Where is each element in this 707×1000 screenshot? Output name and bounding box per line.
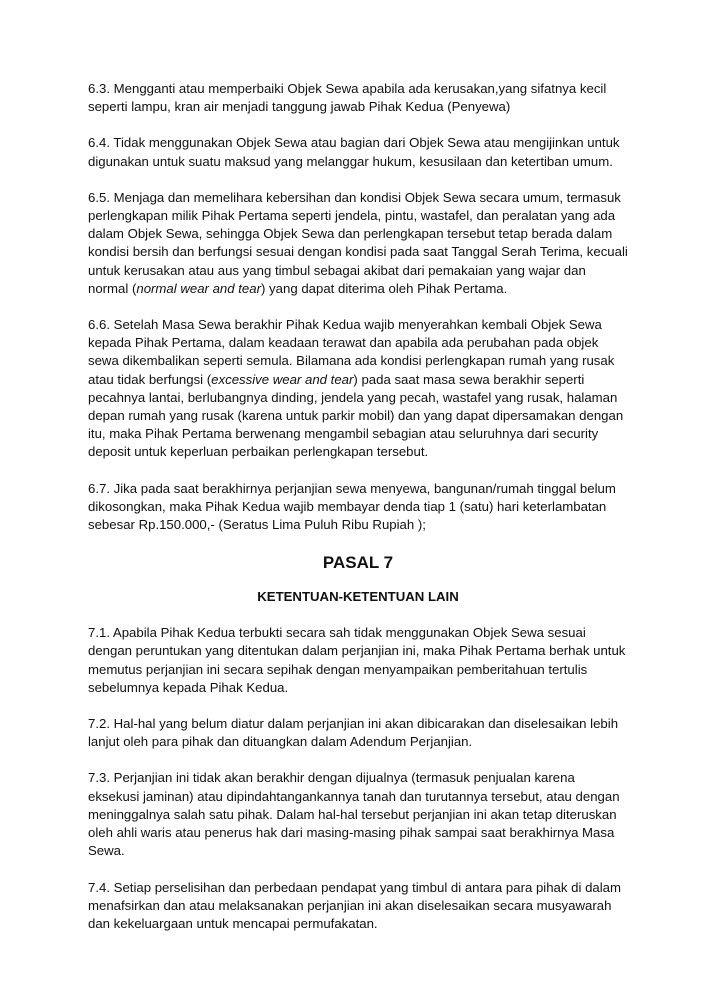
clause-7-3: 7.3. Perjanjian ini tidak akan berakhir dengan dijualnya (termasuk penjualan karena eksekusi jaminan) atau dipindahtangankannya tanah dan turutannya tersebut, atau dengan meninggalnya salah satu pihak. Dalam hal-hal tersebut perjanjian ini akan tetap diteruskan oleh ahli waris atau penerus hak dari masing-masing pihak sampai saat berakhirnya Masa Sewa. — [88, 770, 620, 859]
document-page — [88, 80, 628, 951]
clause-6-3: 6.3. Mengganti atau memperbaiki Objek Sewa apabila ada kerusakan,yang sifatnya kecil seperti lampu, kran air menjadi tanggung jawab Pihak Kedua (Penyewa) — [88, 81, 607, 115]
clause-7-1: 7.1. Apabila Pihak Kedua terbukti secara sah tidak menggunakan Objek Sewa sesuai dengan peruntukan yang ditentukan dalam perjanjian ini, maka Pihak Pertama berhak untuk memutus perjanjian ini secara sepihak dengan menyampaikan pemberitahuan tertulis sebelumnya kepada Pihak Kedua. — [88, 625, 626, 695]
clause-6-5-italic-term: normal wear and tear — [136, 280, 261, 296]
clause-6-5-text: 6.5. Menjaga dan memelihara kebersihan dan kondisi Objek Sewa secara umum, termasuk perlengkapan milik Pihak Pertama seperti jendela, pintu, wastafel, dan peralatan yang ada dalam Objek Sewa, sehingga Objek Sewa dan perlengkapan tersebut tetap berada dalam kondisi bersih dan berfungsi sesuai dengan kondisi pada saat Tanggal Serah Terima, kecuali untuk kerusakan atau aus yang timbul sebagai akibat dari pemakaian yang wajar dan normal ( — [88, 189, 628, 296]
clause-6-4: 6.4. Tidak menggunakan Objek Sewa atau bagian dari Objek Sewa atau mengijinkan untuk digunakan untuk suatu maksud yang melanggar hukum, kesusilaan dan ketertiban umum. — [88, 135, 620, 169]
clause-6-5 — [88, 189, 628, 298]
clause-6-6-text-end: ) pada saat masa sewa berakhir seperti pecahnya lantai, berlubangnya dinding, jendela yang pecah, wastafel yang rusak, halaman depan rumah yang rusak (karena untuk parkir mobil) dan yang dapat dipersamakan dengan itu, maka Pihak Pertama berwenang mengambil sebagian atau seluruhnya dari security deposit untuk keperluan perbaikan perlengkapan tersebut. — [88, 371, 624, 460]
pasal-7-heading: PASAL 7 — [322, 553, 394, 573]
clause-6-5-text-end: ) yang dapat diterima oleh Pihak Pertama. — [261, 280, 508, 296]
clause-6-6 — [88, 316, 628, 462]
clause-7-4: 7.4. Setiap perselisihan dan perbedaan pendapat yang timbul di antara para pihak di dalam menafsirkan dan atau melaksanakan perjanjian ini akan diselesaikan secara musyawarah dan kekeluargaan untuk mencapai permufakatan. — [88, 879, 621, 931]
clause-6-7: 6.7. Jika pada saat berakhirnya perjanjian sewa menyewa, bangunan/rumah tinggal belum dikosongkan, maka Pihak Kedua wajib membayar denda tiap 1 (satu) hari keterlambatan sebesar Rp.150.000,- (Seratus Lima Puluh Ribu Rupiah ); — [88, 480, 616, 533]
clause-7-2: 7.2. Hal-hal yang belum diatur dalam perjanjian ini akan dibicarakan dan diselesaikan lebih lanjut oleh para pihak dan dituangkan dalam Adendum Perjanjian. — [88, 716, 619, 750]
clause-6-6-italic-term: excessive wear and tear — [211, 371, 354, 387]
pasal-7-subheading: KETENTUAN-KETENTUAN LAIN — [257, 589, 459, 605]
clause-6-6-text: 6.6. Setelah Masa Sewa berakhir Pihak Kedua wajib menyerahkan kembali Objek Sewa kepada Pihak Pertama, dalam keadaan terawat dan apabila ada perubahan pada objek sewa dikembalikan seperti semula. Bilamana ada kondisi perlengkapan rumah yang rusak atau tidak berfungsi ( — [88, 317, 615, 387]
